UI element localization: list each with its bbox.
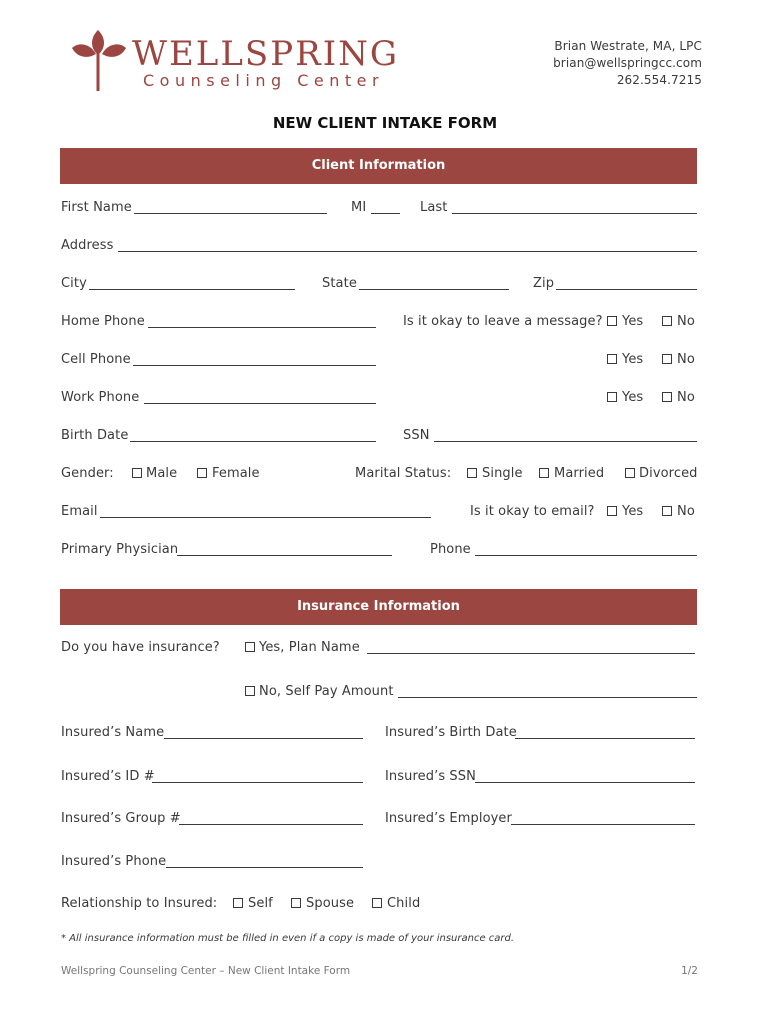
zip-field[interactable] bbox=[556, 289, 697, 290]
insured-birth-date-label: Insured’s Birth Date bbox=[385, 725, 517, 740]
insured-phone-field[interactable] bbox=[166, 867, 363, 868]
state-label: State bbox=[322, 276, 357, 291]
work-message-yes-checkbox[interactable] bbox=[607, 392, 617, 402]
city-label: City bbox=[61, 276, 87, 291]
insured-group-label: Insured’s Group # bbox=[61, 811, 181, 826]
logo bbox=[70, 28, 130, 92]
zip-label: Zip bbox=[533, 276, 555, 291]
address-label: Address bbox=[61, 238, 114, 253]
insured-name-label: Insured’s Name bbox=[61, 725, 165, 740]
insured-birth-date-field[interactable] bbox=[515, 738, 695, 739]
relationship-spouse-label: Spouse bbox=[306, 896, 355, 911]
married-label: Married bbox=[554, 466, 605, 481]
cell-phone-label: Cell Phone bbox=[61, 352, 131, 367]
female-checkbox[interactable] bbox=[197, 468, 207, 478]
email-ok-yes-label: Yes bbox=[622, 504, 644, 519]
cell-message-no-label: No bbox=[677, 352, 695, 367]
home-phone-label: Home Phone bbox=[61, 314, 145, 329]
insured-id-field[interactable] bbox=[152, 782, 363, 783]
home-message-no-label: No bbox=[677, 314, 695, 329]
relationship-self-label: Self bbox=[248, 896, 273, 911]
self-pay-field[interactable] bbox=[398, 697, 697, 698]
mi-label: MI bbox=[351, 200, 367, 215]
have-insurance-label: Do you have insurance? bbox=[61, 640, 220, 655]
insured-id-label: Insured’s ID # bbox=[61, 769, 155, 784]
email-ok-no-checkbox[interactable] bbox=[662, 506, 672, 516]
contact-phone: 262.554.7215 bbox=[616, 73, 702, 87]
physician-phone-label: Phone bbox=[430, 542, 471, 557]
home-message-yes-label: Yes bbox=[622, 314, 644, 329]
physician-phone-field[interactable] bbox=[475, 555, 697, 556]
insurance-no-checkbox[interactable] bbox=[245, 686, 255, 696]
insurance-note: * All insurance information must be filled in even if a copy is made of your insurance card. bbox=[61, 933, 515, 944]
footer-text: Wellspring Counseling Center – New Client Intake Form bbox=[61, 965, 351, 977]
home-phone-field[interactable] bbox=[148, 327, 376, 328]
insured-employer-field[interactable] bbox=[511, 824, 695, 825]
divorced-label: Divorced bbox=[639, 466, 698, 481]
email-label: Email bbox=[61, 504, 98, 519]
client-section-header: Client Information bbox=[60, 148, 697, 184]
work-phone-label: Work Phone bbox=[61, 390, 140, 405]
work-message-yes-label: Yes bbox=[622, 390, 644, 405]
primary-physician-label: Primary Physician bbox=[61, 542, 179, 557]
cell-message-yes-checkbox[interactable] bbox=[607, 354, 617, 364]
home-message-no-checkbox[interactable] bbox=[662, 316, 672, 326]
email-ok-no-label: No bbox=[677, 504, 695, 519]
email-question: Is it okay to email? bbox=[470, 504, 595, 519]
insured-group-field[interactable] bbox=[179, 824, 363, 825]
leaf-logo-icon bbox=[70, 28, 130, 92]
relationship-child-label: Child bbox=[387, 896, 421, 911]
marital-status-label: Marital Status: bbox=[355, 466, 452, 481]
work-phone-field[interactable] bbox=[144, 403, 376, 404]
contact-name: Brian Westrate, MA, LPC bbox=[554, 39, 702, 53]
relationship-child-checkbox[interactable] bbox=[372, 898, 382, 908]
first-name-label: First Name bbox=[61, 200, 132, 215]
cell-message-no-checkbox[interactable] bbox=[662, 354, 672, 364]
plan-name-field[interactable] bbox=[367, 653, 695, 654]
married-checkbox[interactable] bbox=[539, 468, 549, 478]
insured-employer-label: Insured’s Employer bbox=[385, 811, 512, 826]
relationship-self-checkbox[interactable] bbox=[233, 898, 243, 908]
work-message-no-checkbox[interactable] bbox=[662, 392, 672, 402]
female-label: Female bbox=[212, 466, 260, 481]
logo-subtitle: Counseling Center bbox=[143, 71, 385, 90]
ssn-label: SSN bbox=[403, 428, 430, 443]
single-label: Single bbox=[482, 466, 523, 481]
home-message-yes-checkbox[interactable] bbox=[607, 316, 617, 326]
form-title: NEW CLIENT INTAKE FORM bbox=[272, 114, 498, 132]
ssn-field[interactable] bbox=[434, 441, 697, 442]
insured-ssn-field[interactable] bbox=[475, 782, 695, 783]
relationship-spouse-checkbox[interactable] bbox=[291, 898, 301, 908]
birth-date-field[interactable] bbox=[130, 441, 376, 442]
message-question: Is it okay to leave a message? bbox=[403, 314, 603, 329]
insured-phone-label: Insured’s Phone bbox=[61, 854, 167, 869]
logo-title: WELLSPRING bbox=[132, 34, 400, 74]
insured-name-field[interactable] bbox=[164, 738, 363, 739]
birth-date-label: Birth Date bbox=[61, 428, 129, 443]
divorced-checkbox[interactable] bbox=[625, 468, 635, 478]
gender-label: Gender: bbox=[61, 466, 114, 481]
cell-phone-field[interactable] bbox=[133, 365, 376, 366]
male-checkbox[interactable] bbox=[132, 468, 142, 478]
city-field[interactable] bbox=[89, 289, 295, 290]
plan-name-label: Yes, Plan Name bbox=[259, 640, 360, 655]
email-field[interactable] bbox=[100, 517, 431, 518]
state-field[interactable] bbox=[359, 289, 509, 290]
first-name-field[interactable] bbox=[134, 213, 327, 214]
email-ok-yes-checkbox[interactable] bbox=[607, 506, 617, 516]
insured-ssn-label: Insured’s SSN bbox=[385, 769, 476, 784]
single-checkbox[interactable] bbox=[467, 468, 477, 478]
self-pay-label: No, Self Pay Amount bbox=[259, 684, 394, 699]
relationship-label: Relationship to Insured: bbox=[61, 896, 218, 911]
contact-email: brian@wellspringcc.com bbox=[553, 56, 702, 70]
cell-message-yes-label: Yes bbox=[622, 352, 644, 367]
mi-field[interactable] bbox=[371, 213, 400, 214]
insurance-section-header: Insurance Information bbox=[60, 589, 697, 625]
work-message-no-label: No bbox=[677, 390, 695, 405]
last-name-field[interactable] bbox=[452, 213, 697, 214]
address-field[interactable] bbox=[118, 251, 697, 252]
last-name-label: Last bbox=[420, 200, 448, 215]
insurance-yes-checkbox[interactable] bbox=[245, 642, 255, 652]
male-label: Male bbox=[146, 466, 178, 481]
primary-physician-field[interactable] bbox=[177, 555, 392, 556]
page-number: 1/2 bbox=[681, 965, 698, 977]
